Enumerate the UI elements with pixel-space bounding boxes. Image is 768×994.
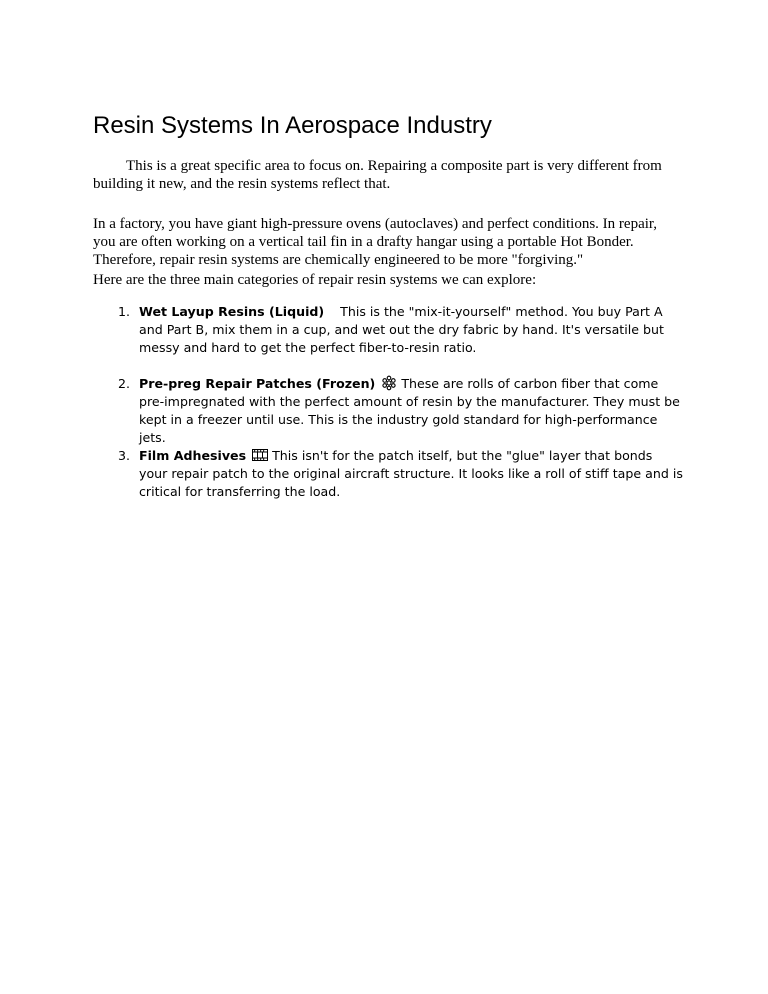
context-paragraph: In a factory, you have giant high-pressure ovens (autoclaves) and perfect conditions. In repair, you are often working on a vertical tail fin in a drafty hangar using a portable Hot Bonder. Therefore, repair resin systems are chemically engineered to be more "forgiving." bbox=[93, 216, 658, 268]
list-item-heading: Pre-preg Repair Patches (Frozen) bbox=[139, 376, 376, 391]
list-item-number: 3. bbox=[118, 448, 131, 463]
blank-emoji-icon bbox=[326, 303, 338, 319]
list-item-text: These are rolls of carbon fiber that come pre-impregnated with the perfect amount of resin by the manufacturer. They must be kept in a freezer until use. This is the industry gold standard for high-performance jets. bbox=[139, 376, 680, 445]
list-item-text: This is the "mix-it-yourself" method. You buy Part A and Part B, mix them in a cup, and wet out the dry fabric by hand. It's versatile but messy and hard to get the perfect fiber-to-resin ratio. bbox=[139, 304, 664, 355]
list-item-heading: Film Adhesives bbox=[139, 448, 247, 463]
list-item-text: This isn't for the patch itself, but the "glue" layer that bonds your repair patch to the original aircraft structure. It looks like a roll of stiff tape and is critical for transferring the load. bbox=[139, 448, 683, 499]
page-title: Resin Systems In Aerospace Industry bbox=[93, 112, 492, 139]
list-intro-paragraph: Here are the three main categories of repair resin systems we can explore: bbox=[93, 272, 537, 288]
list-item bbox=[93, 375, 683, 447]
list-item-number: 2. bbox=[118, 376, 131, 391]
list-item bbox=[93, 447, 683, 501]
intro-paragraph: This is a great specific area to focus on. Repairing a composite part is very different from building it new, and the resin systems reflect that. bbox=[93, 158, 662, 192]
list-item bbox=[93, 303, 683, 357]
list-item-heading: Wet Layup Resins (Liquid) bbox=[139, 304, 325, 319]
list-item-number: 1. bbox=[118, 304, 131, 319]
snowflake-icon bbox=[381, 375, 397, 391]
resin-category-list bbox=[93, 303, 683, 501]
film-frames-icon bbox=[252, 447, 268, 463]
